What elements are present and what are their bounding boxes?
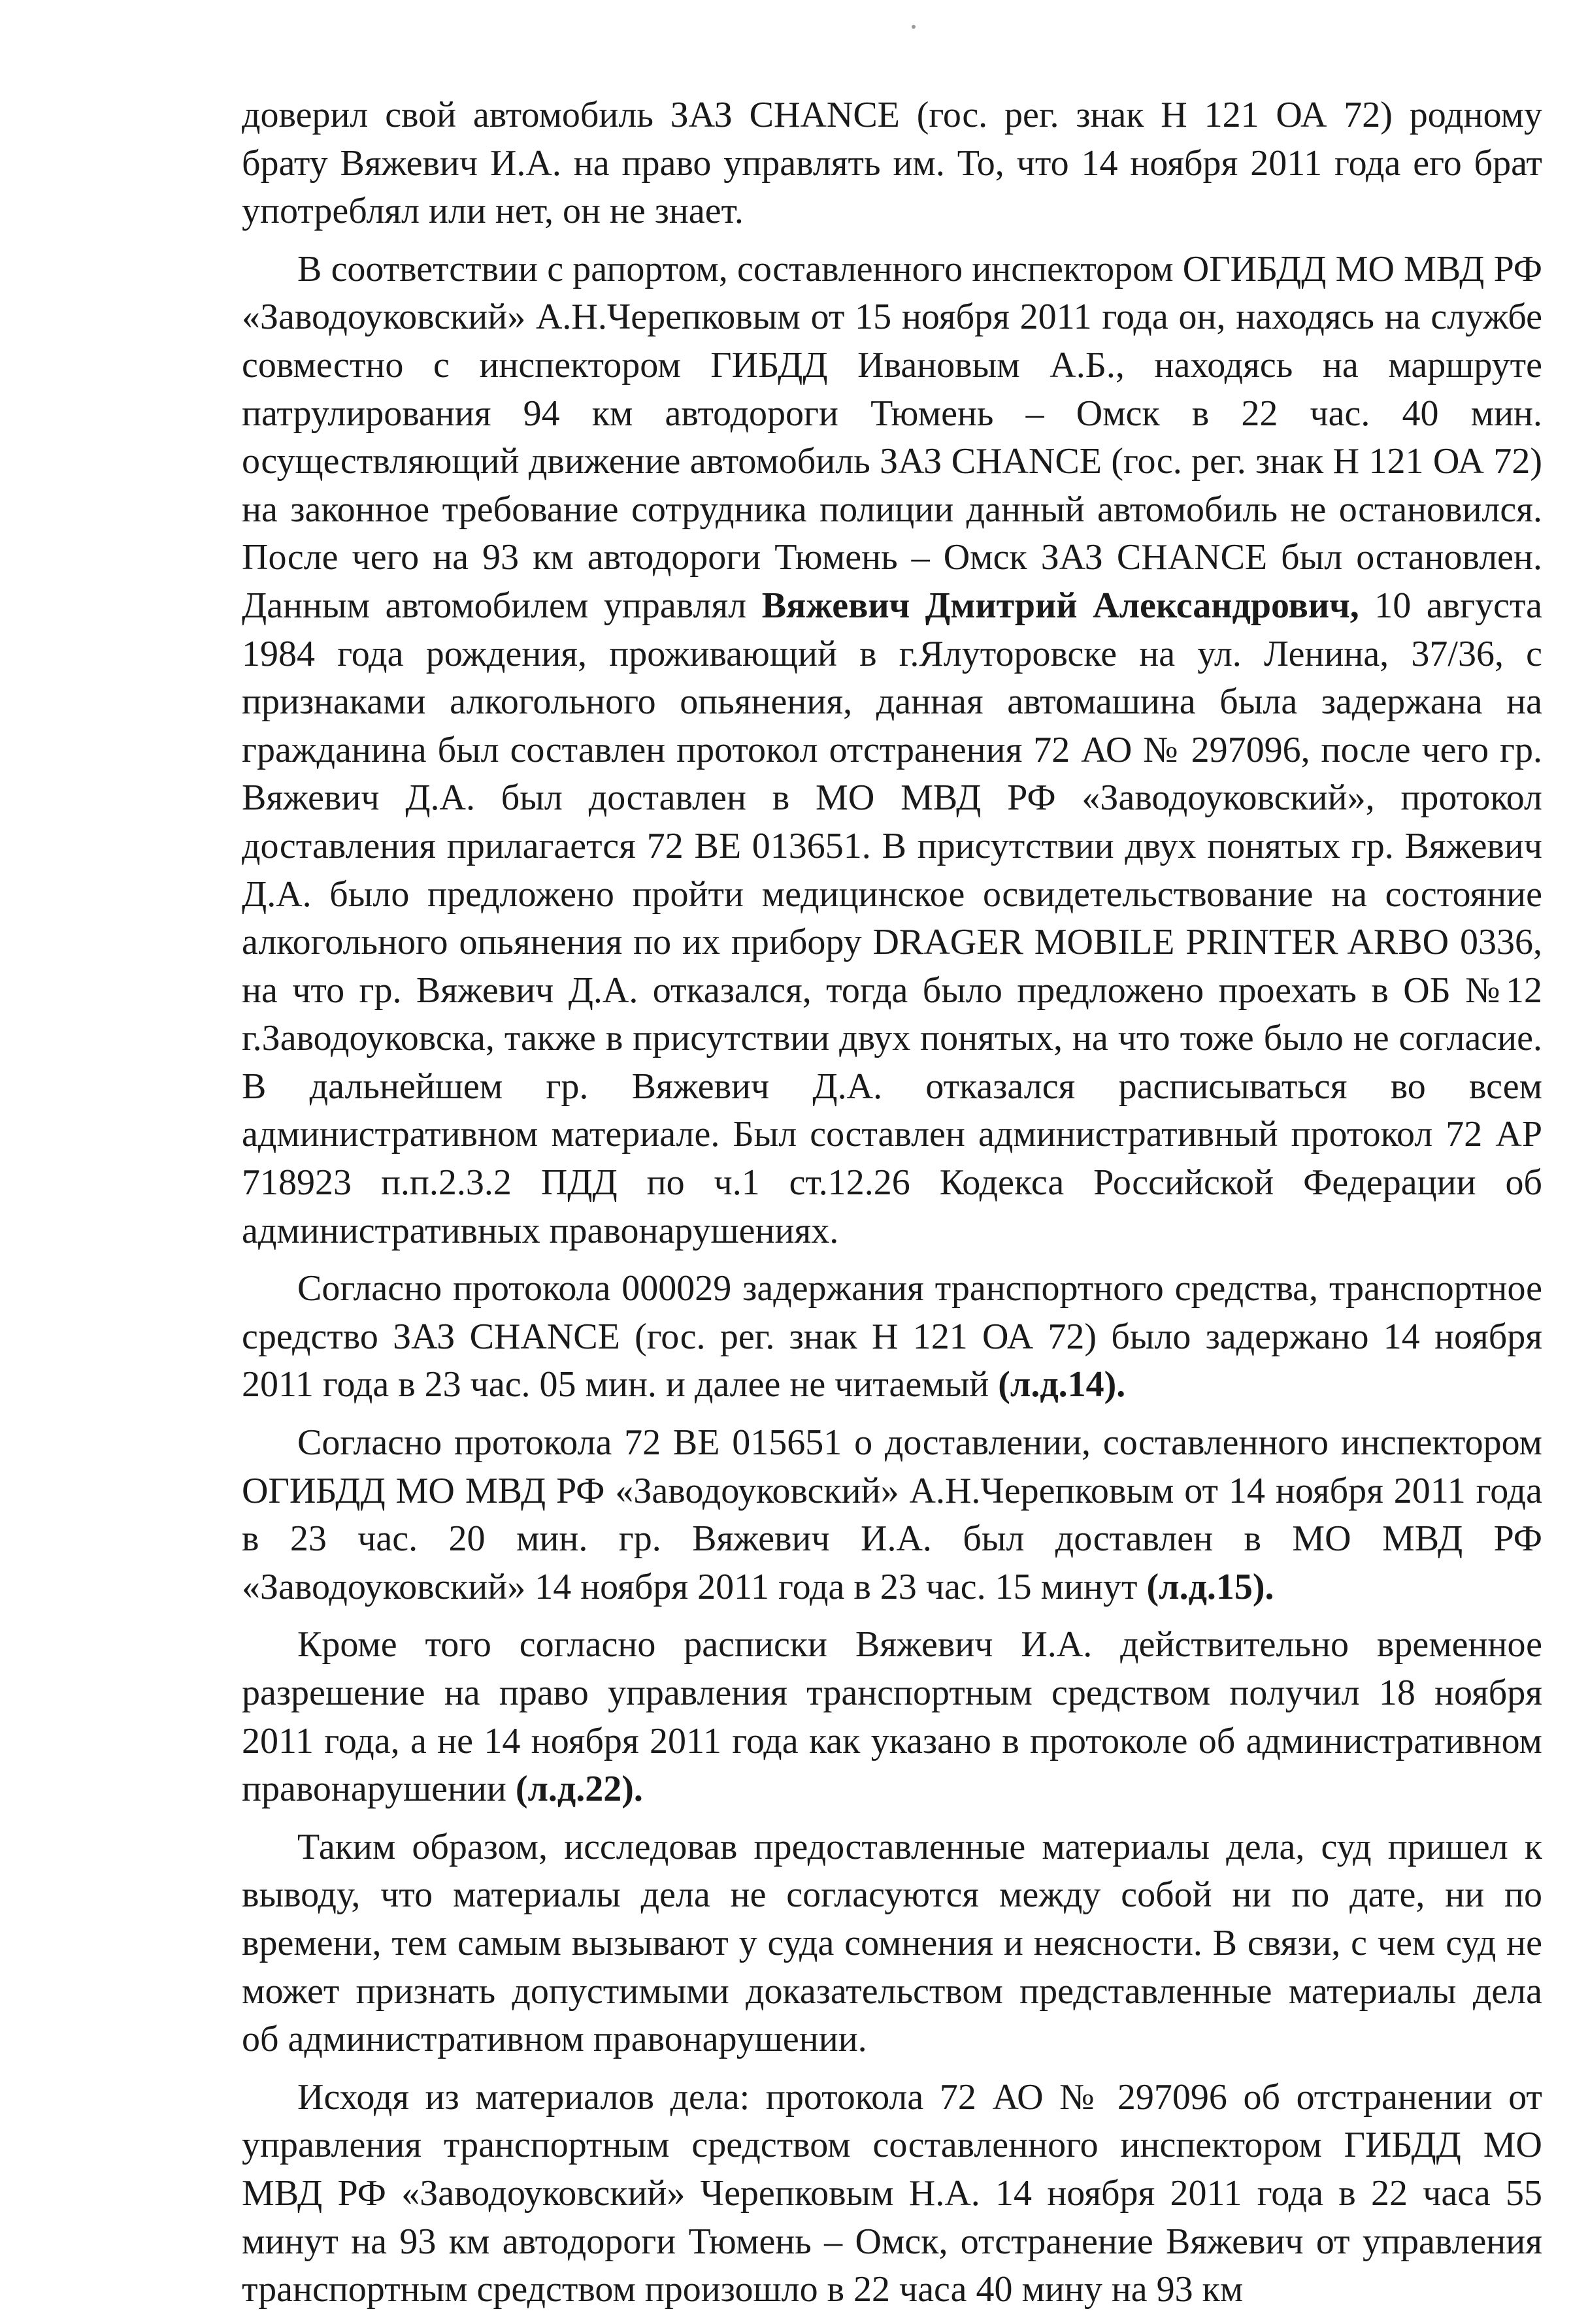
text-span: доверил свой автомобиль ЗАЗ CHANCE (гос. рег. знак Н 121 ОА 72) родному брату Вяжевич И.А. на право управлять им. То, что 14 ноября 2011 года его брат употреблял или нет, он не знает. [242, 95, 1542, 232]
paragraph [242, 1824, 1542, 2064]
scan-speck [912, 25, 916, 29]
text-span: Согласно протокола 72 ВЕ 015651 о доставлении, составленного инспектором ОГИБДД МО МВД РФ «Заводоуковский» А.Н.Черепковым от 14 ноября 2011 года в 23 час. 20 мин. гр. Вяжевич И.А. был доставлен в МО МВД РФ «Заводоуковский» 14 ноября 2011 года в 23 час. 15 минут [242, 1422, 1542, 1607]
text-span: Согласно протокола 000029 задержания транспортного средства, транспортное средство ЗАЗ CHANCE (гос. рег. знак Н 121 ОА 72) было задержано 14 ноября 2011 года в 23 час. 05 мин. и далее не читаемый [242, 1268, 1542, 1405]
paragraph [242, 1621, 1542, 1813]
paragraph [242, 246, 1542, 1255]
paragraph [242, 1419, 1542, 1611]
bold-text-span: (л.д.15). [1146, 1566, 1274, 1607]
text-span: Кроме того согласно расписки Вяжевич И.А. действительно временное разрешение на право управления транспортным средством получил 18 ноября 2011 года, а не 14 ноября 2011 года как указано в протоколе об административном правонарушении [242, 1624, 1542, 1810]
text-span: Таким образом, исследовав предоставленные материалы дела, суд пришел к выводу, что материалы дела не согласуются между собой ни по дате, ни по времени, тем самым вызывают у суда сомнения и неясности. В связи, с чем суд не может признать допустимыми доказательством представленные материалы дела об административном правонарушении. [242, 1826, 1542, 2060]
document-body [242, 91, 1542, 2324]
paragraph [242, 1265, 1542, 1409]
text-span: В соответствии с рапортом, составленного инспектором ОГИБДД МО МВД РФ «Заводоуковский» А.Н.Черепковым от 15 ноября 2011 года он, находясь на службе совместно с инспектором ГИБДД Ивановым А.Б., находясь на маршруте патрулирования 94 км автодороги Тюмень – Омск в 22 час. 40 мин. осуществляющий движение автомобиль ЗАЗ CHANCE (гос. рег. знак Н 121 ОА 72) на законное требование сотрудника полиции данный автомобиль не остановился. После чего на 93 км автодороги Тюмень – Омск ЗАЗ CHANCE был остановлен. Данным автомобилем управлял [242, 248, 1542, 626]
paragraph [242, 91, 1542, 236]
bold-text-span: (л.д.22). [515, 1769, 643, 1810]
bold-text-span: (л.д.14). [998, 1364, 1126, 1405]
text-span: Исходя из материалов дела: протокола 72 АО № 297096 об отстранении от управления транспортным средством составленного инспектором ГИБДД МО МВД РФ «Заводоуковский» Черепковым Н.А. 14 ноября 2011 года в 22 часа 55 минут на 93 км автодороги Тюмень – Омск, отстранение Вяжевич от управления транспортным средством произошло в 22 часа 40 мину на 93 км [242, 2076, 1542, 2310]
bold-text-span: Вяжевич Дмитрий Александрович, [761, 585, 1359, 626]
text-span: 10 августа 1984 года рождения, проживающий в г.Ялуторовске на ул. Ленина, 37/36, с признаками алкогольного опьянения, данная автомашина была задержана на гражданина был составлен протокол отстранения 72 АО № 297096, после чего гр. Вяжевич Д.А. был доставлен в МО МВД РФ «Заводоуковский», протокол доставления прилагается 72 ВЕ 013651. В присутствии двух понятых гр. Вяжевич Д.А. было предложено пройти медицинское освидетельствование на состояние алкогольного опьянения по их прибору DRAGER MOBILE PRINTER ARBO 0336, на что гр. Вяжевич Д.А. отказался, тогда было предложено проехать в ОБ №12 г.Заводоуковска, также в присутствии двух понятых, на что тоже было не согласие. В дальнейшем гр. Вяжевич Д.А. отказался расписываться во всем административном материале. Был составлен административный протокол 72 АР 718923 п.п.2.3.2 ПДД по ч.1 ст.12.26 Кодекса Российской Федерации об административных правонарушениях. [242, 585, 1543, 1251]
paragraph [242, 2074, 1542, 2314]
